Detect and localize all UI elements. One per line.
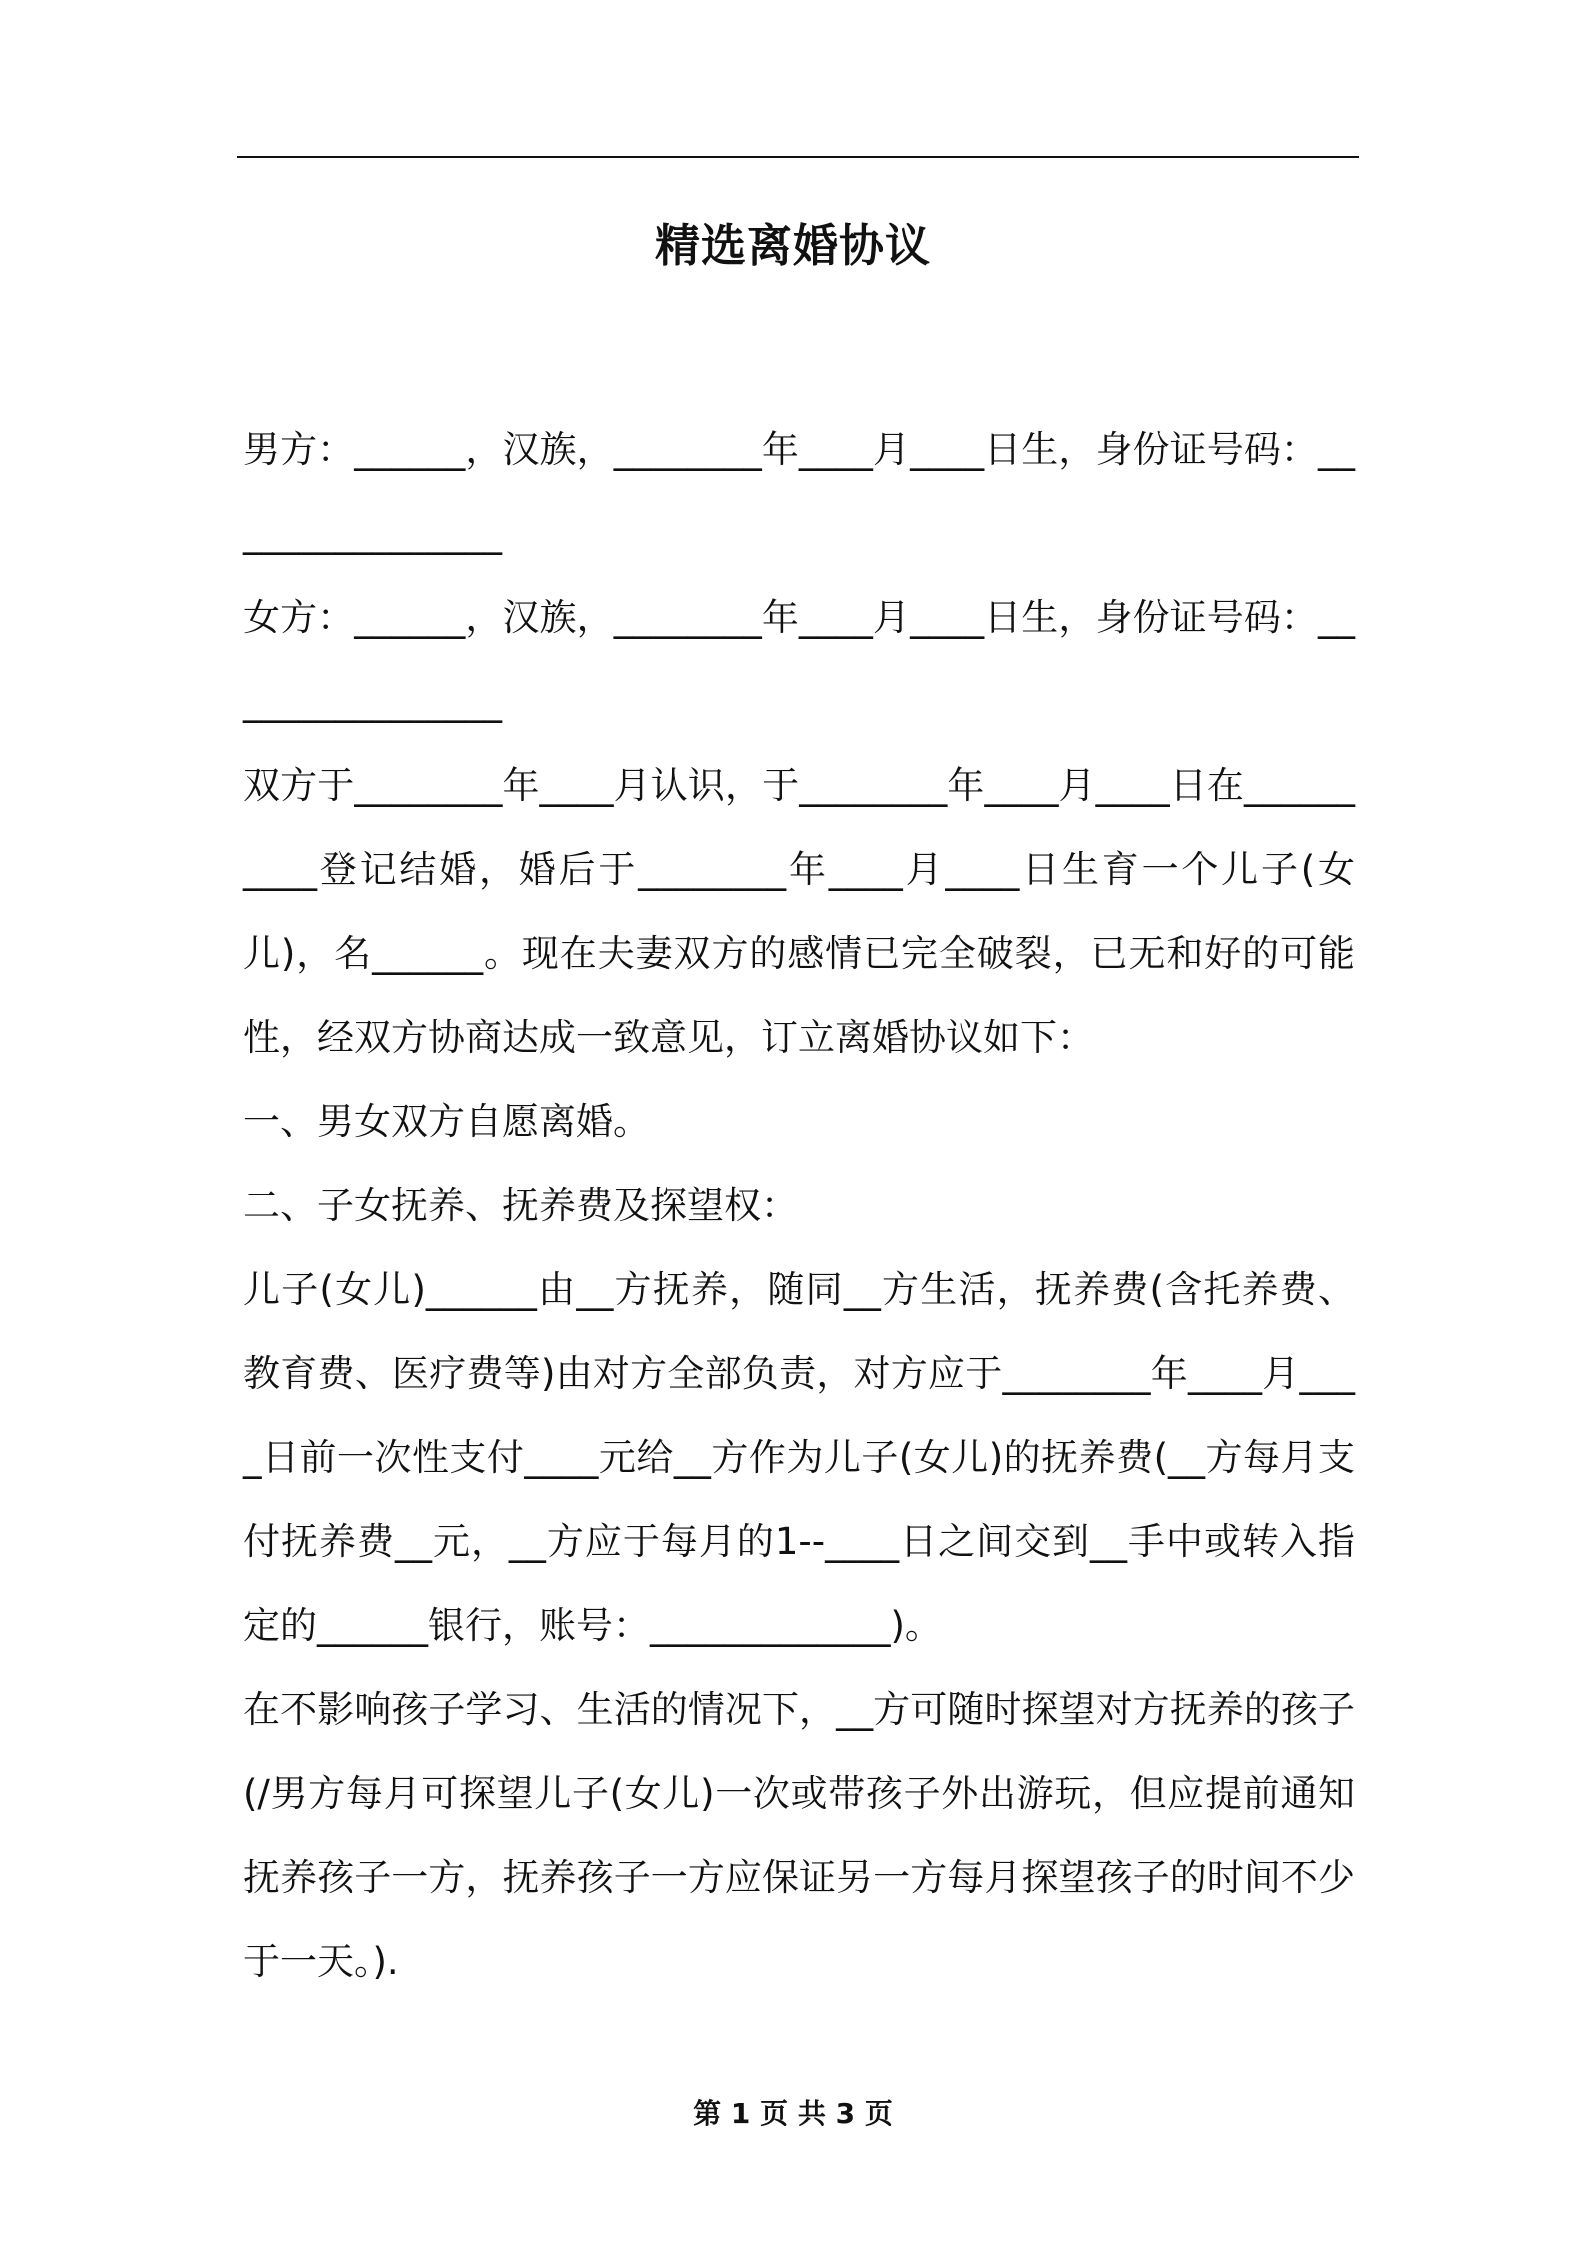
paragraph-marriage-background: 双方于________年____月认识，于________年____月____日在__________登记结婚，婚后于________年____月____日生育一个儿子(女儿)，名______。现在夫妻双方的感情已完全破裂，已无和好的可能性，经双方协商达成一致意见，订立离婚协议如下： (243, 764, 1355, 1059)
paragraph-clause-one: 一、男女双方自愿离婚。 (243, 1100, 650, 1143)
page-number: 第 1 页 共 3 页 (693, 2097, 893, 2130)
header-rule (237, 156, 1359, 158)
document-body (243, 408, 1355, 2004)
paragraph-child-support: 儿子(女儿)______由__方抚养，随同__方生活，抚养费(含托养费、教育费、医疗费等)由对方全部负责，对方应于________年____月____日前一次性支付____元给__方作为儿子(女儿)的抚养费(__方每月支付抚养费__元，__方应于每月的1--____日之间交到__手中或转入指定的______银行，账号：_____________)。 (243, 1268, 1355, 1647)
paragraph-male-party: 男方：______，汉族，________年____月____日生，身份证号码：________________ (243, 428, 1355, 555)
paragraph-female-party: 女方：______，汉族，________年____月____日生，身份证号码：________________ (243, 596, 1355, 723)
paragraph-visitation: 在不影响孩子学习、生活的情况下，__方可随时探望对方抚养的孩子(/男方每月可探望儿子(女儿)一次或带孩子外出游玩，但应提前通知抚养孩子一方，抚养孩子一方应保证另一方每月探望孩子的时间不少于一天。). (243, 1688, 1355, 1983)
paragraph-clause-two-heading: 二、子女抚养、抚养费及探望权： (243, 1184, 798, 1227)
document-title: 精选离婚协议 (654, 219, 931, 272)
